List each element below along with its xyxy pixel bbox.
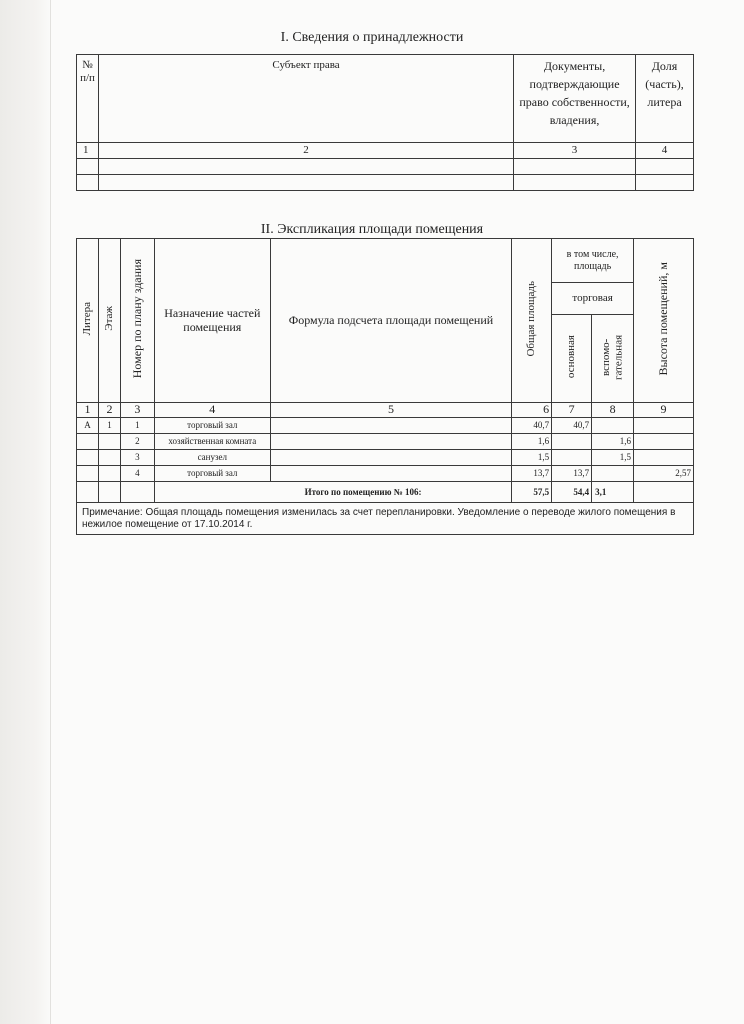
cell-aux <box>592 418 634 434</box>
cell-formula <box>270 466 512 482</box>
cell-aux: 1,5 <box>592 450 634 466</box>
col-number: 6 <box>512 403 552 418</box>
total-label: Итого по помещению № 106: <box>154 482 511 503</box>
cell-floor <box>98 434 120 450</box>
header-litera: Литера <box>77 239 99 403</box>
cell-litera: А <box>77 418 99 434</box>
cell-height <box>634 450 694 466</box>
cell-main <box>552 450 592 466</box>
table-row <box>77 434 694 450</box>
header-total-area: Общая площадь <box>512 239 552 403</box>
empty-row <box>77 159 694 175</box>
cell-floor: 1 <box>98 418 120 434</box>
cell-height <box>634 418 694 434</box>
cell-height: 2,57 <box>634 466 694 482</box>
col-number: 1 <box>77 143 99 159</box>
cell-aux: 1,6 <box>592 434 634 450</box>
cell-main: 40,7 <box>552 418 592 434</box>
cell-formula <box>270 450 512 466</box>
col-number: 2 <box>98 143 513 159</box>
header-auxiliary: вспомо-гательная <box>592 315 634 403</box>
col-number: 2 <box>98 403 120 418</box>
cell-total: 1,5 <box>512 450 552 466</box>
header-formula: Формула подсчета площади помещений <box>270 239 512 403</box>
col-number: 7 <box>552 403 592 418</box>
table-row <box>77 418 694 434</box>
col-number: 5 <box>270 403 512 418</box>
header-including: в том числе, площадь <box>552 239 634 283</box>
cell-aux <box>592 466 634 482</box>
cell-formula <box>270 434 512 450</box>
table-row <box>77 466 694 482</box>
note-text: Примечание: Общая площадь помещения изменилась за счет перепланировки. Уведомление о переводе жилого помещения в нежилое помещение от 17.10.2014 г. <box>77 503 694 535</box>
cell-main <box>552 434 592 450</box>
cell-floor <box>98 450 120 466</box>
header-trade: торговая <box>552 283 634 315</box>
header-num: № п/п <box>77 55 99 143</box>
cell-purpose: санузел <box>154 450 270 466</box>
col-number: 9 <box>634 403 694 418</box>
total-row <box>77 482 694 503</box>
header-height: Высота помещений, м <box>634 239 694 403</box>
col-number: 4 <box>636 143 694 159</box>
page-fold-line <box>50 0 51 1024</box>
area-explication-table <box>76 238 694 535</box>
cell-purpose: торговый зал <box>154 466 270 482</box>
cell-num: 3 <box>120 450 154 466</box>
header-main: основная <box>552 315 592 403</box>
col-number: 4 <box>154 403 270 418</box>
cell-floor <box>98 466 120 482</box>
header-plan-number: Номер по плану здания <box>120 239 154 403</box>
header-purpose: Назначение частей помещения <box>154 239 270 403</box>
header-subject: Субъект права <box>98 55 513 143</box>
cell-num: 4 <box>120 466 154 482</box>
cell-num: 2 <box>120 434 154 450</box>
col-number: 1 <box>77 403 99 418</box>
section1-title: I. Сведения о принадлежности <box>280 30 464 45</box>
page-left-shade <box>0 0 52 1024</box>
empty-row <box>77 175 694 191</box>
cell-purpose: торговый зал <box>154 418 270 434</box>
cell-main: 13,7 <box>552 466 592 482</box>
table-row <box>77 450 694 466</box>
cell-litera <box>77 466 99 482</box>
col-number: 3 <box>120 403 154 418</box>
total-main-value: 54,4 <box>552 482 592 503</box>
cell-purpose: хозяйственная комната <box>154 434 270 450</box>
header-share: Доля (часть), литера <box>636 55 694 143</box>
cell-total: 40,7 <box>512 418 552 434</box>
cell-total: 1,6 <box>512 434 552 450</box>
header-floor: Этаж <box>98 239 120 403</box>
cell-total: 13,7 <box>512 466 552 482</box>
col-number: 8 <box>592 403 634 418</box>
cell-num: 1 <box>120 418 154 434</box>
total-area-value: 57,5 <box>512 482 552 503</box>
cell-height <box>634 434 694 450</box>
section2-title: II. Экспликация площади помещения <box>260 222 484 237</box>
cell-litera <box>77 434 99 450</box>
cell-litera <box>77 450 99 466</box>
cell-formula <box>270 418 512 434</box>
ownership-table <box>76 54 694 191</box>
col-number: 3 <box>514 143 636 159</box>
header-documents: Документы, подтверждающие право собственности, владения, <box>514 55 636 143</box>
total-aux-value: 3,1 <box>592 482 634 503</box>
